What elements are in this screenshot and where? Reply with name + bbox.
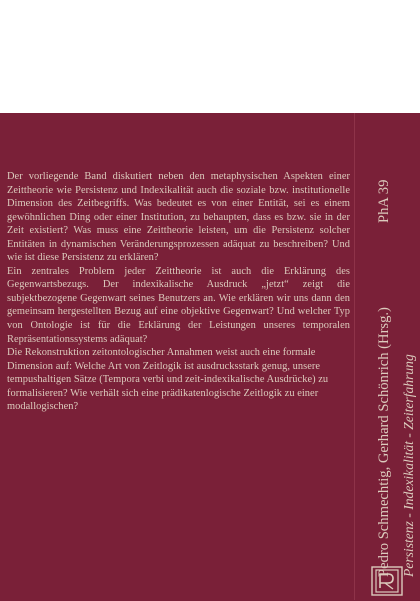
spine-series-number: PhA 39 xyxy=(376,179,392,223)
blurb-paragraph-1: Der vorliegende Band diskutiert neben den metaphysischen Aspekten einer Zeittheorie wie Persistenz und Indexikalität auch die soziale bzw. institutionelle Dimension des Zeitbegriffs. Was bedeutet es von einer Entität, sei es einem gewöhnlichen Ding oder einer Institution, zu behaupten, dass es bzw. sie in der Zeit existiert? Was muss eine Zeittheorie leisten, um die Persistenz solcher Entitäten in dynamischen Veränderungsprozessen adäquat zu beschreiben? Und wie ist diese Persistenz zu erklären? xyxy=(7,171,350,264)
spine-subtitle: Persistenz - Indexikalität - Zeiterfahrung xyxy=(401,354,416,577)
blurb-paragraph-3: Die Rekonstruktion zeitontologischer Annahmen weist auch eine formale Dimension auf: Welche Art von Zeitlogik ist ausdrucksstark genug, unsere tempushaltigen Sätze (Tempora verbi und zeit-indexikalische Ausdrücke) zu formalisieren? Wie verhält sich eine prädikatenlogische Zeitlogik zu einer modallogischen? xyxy=(7,347,329,413)
publisher-logo-icon xyxy=(371,566,403,596)
blurb-text xyxy=(7,170,350,414)
spine-divider xyxy=(354,113,355,600)
spine-text-group xyxy=(370,113,420,583)
spine-authors: Pedro Schmechtig, Gerhard Schönrich (Hrsg.) xyxy=(376,307,392,577)
top-white-band xyxy=(0,0,420,113)
spine xyxy=(360,113,420,600)
blurb-paragraph-2: Ein zentrales Problem jeder Zeittheorie ist auch die Erklärung des Gegenwartsbezugs. Der indexikalische Ausdruck „jetzt“ zeigt die subjektbezogene Gegenwart seines Benutzers an. Wie erklären wir uns dann den gemeinsam hergestellten Bezug auf eine objektive Gegenwart? Und welcher Typ von Ontologie ist für die Erklärung der Leistungen unseres temporalen Repräsentationssystems adäquat? xyxy=(7,265,350,345)
